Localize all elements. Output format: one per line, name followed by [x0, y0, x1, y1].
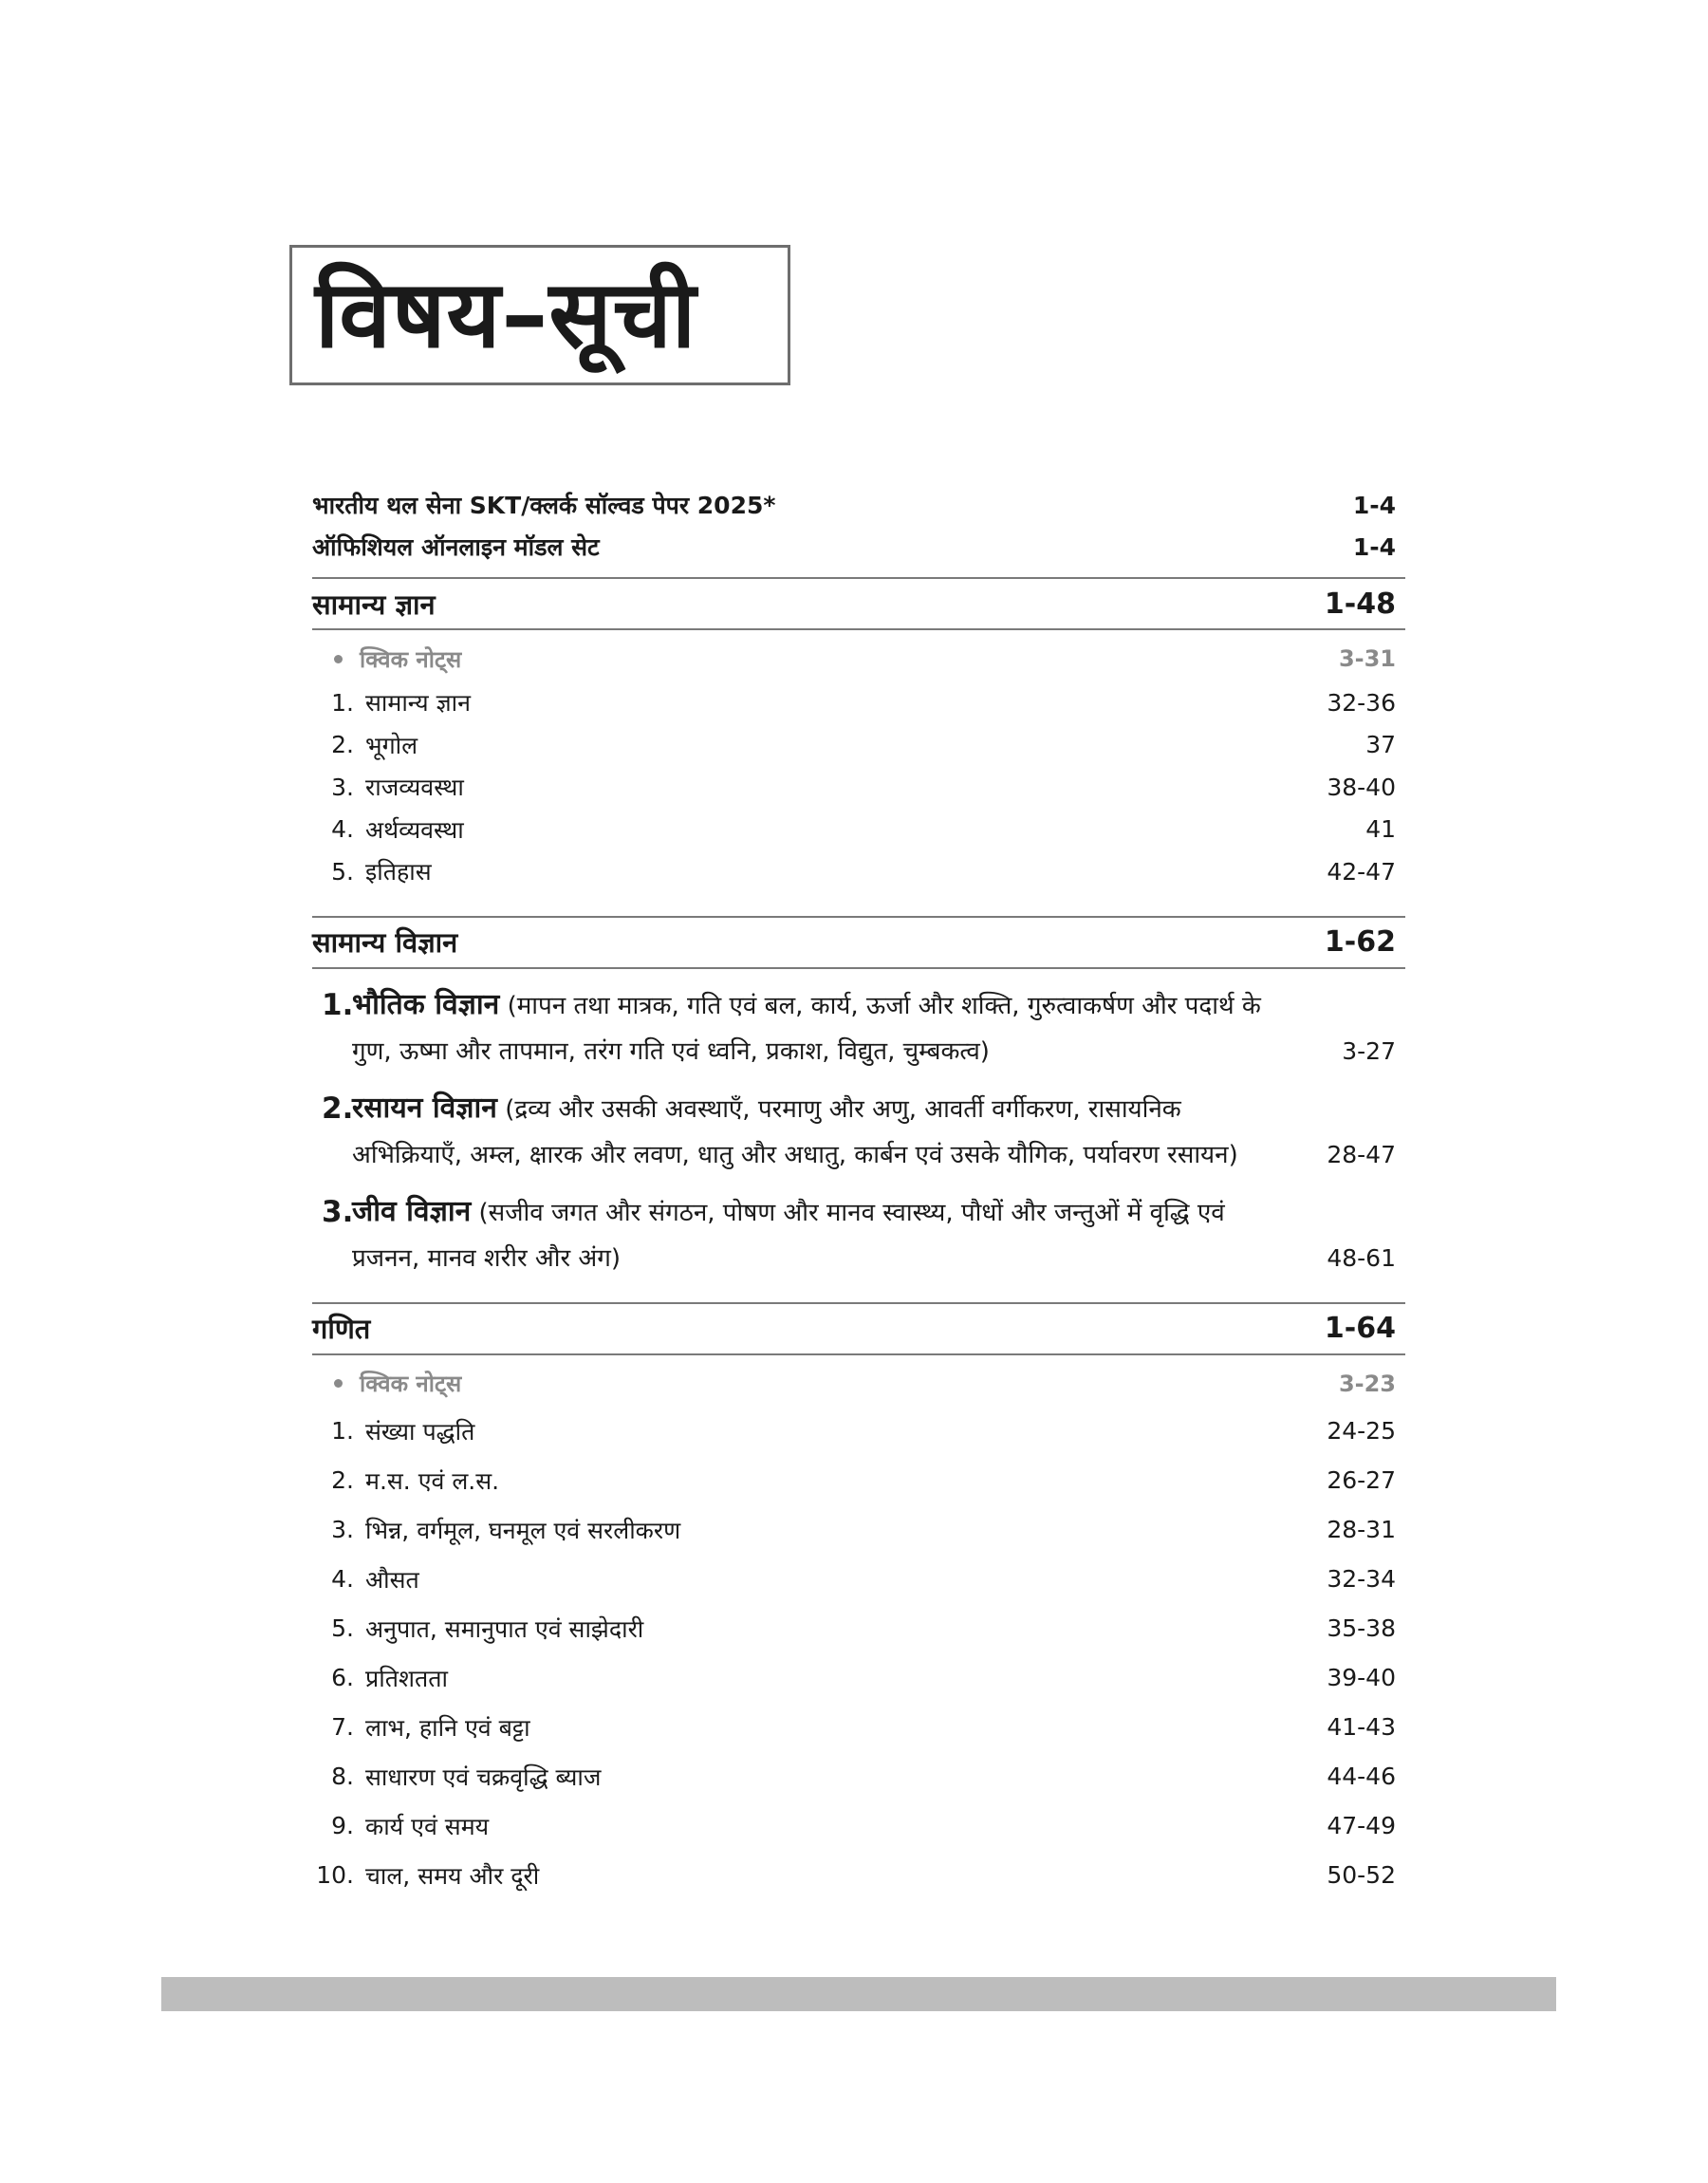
- item-number: 3.: [331, 773, 354, 801]
- item-label: अर्थव्यवस्था: [365, 815, 464, 844]
- item-number: 1.: [322, 987, 354, 1022]
- item-number: 1.: [331, 688, 354, 717]
- item-pages: 3-27: [1342, 1036, 1396, 1065]
- item-number: 5.: [331, 1614, 354, 1642]
- item-number: 5.: [331, 857, 354, 886]
- toc-item[interactable]: [312, 1703, 1405, 1752]
- section-title: गणित: [312, 1313, 371, 1345]
- item-label: लाभ, हानि एवं बट्टा: [365, 1713, 530, 1742]
- section-pages: 1-48: [1324, 587, 1396, 621]
- item-number: 3.: [331, 1516, 354, 1543]
- item-label: सामान्य ज्ञान: [365, 689, 471, 718]
- toc-item[interactable]: [312, 1752, 1405, 1801]
- science-item[interactable]: [312, 977, 1405, 1074]
- toc-item[interactable]: [312, 1555, 1405, 1604]
- item-pages: 32-36: [1327, 688, 1396, 717]
- quick-notes-label: क्विक नोट्स: [360, 645, 462, 673]
- item-pages: 41-43: [1327, 1713, 1396, 1741]
- item-detail: (मापन तथा मात्रक, गति एवं बल, कार्य, ऊर्जा और शक्ति, गुरुत्वाकर्षण और पदार्थ के गुण, ऊष्मा और तापमान, तरंग गति एवं ध्वनि, प्रकाश, विद्युत, चुम्बकत्व): [352, 991, 1261, 1066]
- toc-item[interactable]: [312, 1456, 1405, 1505]
- item-pages: 35-38: [1327, 1614, 1396, 1642]
- bullet-icon: [334, 1379, 343, 1388]
- item-heading: भौतिक विज्ञान: [352, 987, 500, 1021]
- item-label: चाल, समय और दूरी: [365, 1861, 540, 1890]
- item-number: 3.: [322, 1194, 354, 1229]
- item-label: भिन्न, वर्गमूल, घनमूल एवं सरलीकरण: [365, 1516, 681, 1544]
- toc-entry-pages: 1-4: [1352, 491, 1396, 519]
- science-item[interactable]: [312, 1080, 1405, 1178]
- item-heading: जीव विज्ञान: [352, 1194, 472, 1228]
- item-label: साधारण एवं चक्रवृद्धि ब्याज: [365, 1763, 602, 1791]
- toc-entry-label: ऑफिशियल ऑनलाइन मॉडल सेट: [312, 533, 600, 561]
- item-number: 7.: [331, 1713, 354, 1741]
- title-box: [289, 245, 790, 385]
- item-number: 4.: [331, 1565, 354, 1593]
- item-pages: 47-49: [1327, 1812, 1396, 1839]
- toc-item[interactable]: [312, 1653, 1405, 1703]
- item-pages: 28-47: [1327, 1140, 1396, 1168]
- section-title: सामान्य ज्ञान: [312, 588, 436, 621]
- item-pages: 24-25: [1327, 1417, 1396, 1445]
- item-label: भूगोल: [365, 731, 418, 759]
- section-heading-math[interactable]: [312, 1302, 1405, 1355]
- item-number: 9.: [331, 1812, 354, 1839]
- toc-item[interactable]: [312, 681, 1405, 724]
- item-pages: 38-40: [1327, 773, 1396, 801]
- quick-notes-entry[interactable]: [312, 1361, 1405, 1407]
- item-pages: 37: [1365, 731, 1396, 759]
- bullet-icon: [334, 655, 343, 663]
- toc-item[interactable]: [312, 724, 1405, 767]
- item-label: औसत: [365, 1565, 419, 1594]
- item-number: 2.: [331, 1466, 354, 1494]
- item-label: संख्या पद्धति: [365, 1417, 475, 1446]
- item-detail: (सजीव जगत और संगठन, पोषण और मानव स्वास्थ्य, पौधों और जन्तुओं में वृद्धि एवं प्रजनन, मानव शरीर और अंग): [352, 1198, 1225, 1273]
- item-label: कार्य एवं समय: [365, 1812, 490, 1840]
- toc-item[interactable]: [312, 766, 1405, 809]
- quick-notes-pages: 3-23: [1338, 1370, 1396, 1397]
- item-detail: (द्रव्य और उसकी अवस्थाएँ, परमाणु और अणु, आवर्ती वर्गीकरण, रासायनिक अभिक्रियाएँ, अम्ल, क्षारक और लवण, धातु और अधातु, कार्बन एवं उसके यौगिक, पर्यावरण रसायन): [352, 1094, 1238, 1169]
- table-of-contents: [312, 484, 1405, 1900]
- item-heading: रसायन विज्ञान: [352, 1091, 497, 1125]
- toc-entry-pages: 1-4: [1352, 532, 1396, 561]
- page-title: विषय–सूची: [315, 261, 697, 369]
- science-item[interactable]: [312, 1184, 1405, 1281]
- item-pages: 28-31: [1327, 1516, 1396, 1543]
- toc-item[interactable]: [312, 1851, 1405, 1900]
- footer-bar: [161, 1977, 1556, 2011]
- toc-entry[interactable]: [312, 526, 1405, 568]
- item-number: 2.: [331, 731, 354, 759]
- item-pages: 50-52: [1327, 1861, 1396, 1889]
- item-number: 1.: [331, 1417, 354, 1445]
- item-number: 10.: [316, 1861, 354, 1889]
- section-title: सामान्य विज्ञान: [312, 926, 458, 959]
- toc-item[interactable]: [312, 1505, 1405, 1555]
- item-pages: 44-46: [1327, 1763, 1396, 1790]
- toc-item[interactable]: [312, 1604, 1405, 1653]
- section-heading-science[interactable]: [312, 916, 1405, 969]
- item-label: इतिहास: [365, 858, 432, 886]
- section-pages: 1-62: [1324, 925, 1396, 959]
- toc-item[interactable]: [312, 809, 1405, 851]
- quick-notes-pages: 3-31: [1338, 645, 1396, 672]
- item-pages: 48-61: [1327, 1243, 1396, 1272]
- toc-item[interactable]: [312, 850, 1405, 893]
- item-pages: 39-40: [1327, 1664, 1396, 1691]
- toc-item[interactable]: [312, 1801, 1405, 1851]
- quick-notes-entry[interactable]: [312, 636, 1405, 681]
- section-heading-gk[interactable]: [312, 577, 1405, 630]
- toc-entry[interactable]: [312, 484, 1405, 526]
- item-label: राजव्यवस्था: [365, 774, 464, 802]
- item-label: म.स. एवं ल.स.: [365, 1466, 500, 1495]
- item-pages: 41: [1365, 815, 1396, 844]
- section-pages: 1-64: [1324, 1312, 1396, 1345]
- toc-entry-label: भारतीय थल सेना SKT/क्लर्क सॉल्वड पेपर 2025*: [312, 492, 776, 519]
- item-number: 2.: [322, 1091, 354, 1126]
- item-label: प्रतिशतता: [365, 1664, 448, 1692]
- toc-item[interactable]: [312, 1407, 1405, 1456]
- item-pages: 42-47: [1327, 857, 1396, 886]
- item-pages: 32-34: [1327, 1565, 1396, 1593]
- item-pages: 26-27: [1327, 1466, 1396, 1494]
- quick-notes-label: क्विक नोट्स: [360, 1371, 462, 1397]
- item-label: अनुपात, समानुपात एवं साझेदारी: [365, 1614, 644, 1643]
- item-number: 6.: [331, 1664, 354, 1691]
- item-number: 4.: [331, 815, 354, 844]
- item-number: 8.: [331, 1763, 354, 1790]
